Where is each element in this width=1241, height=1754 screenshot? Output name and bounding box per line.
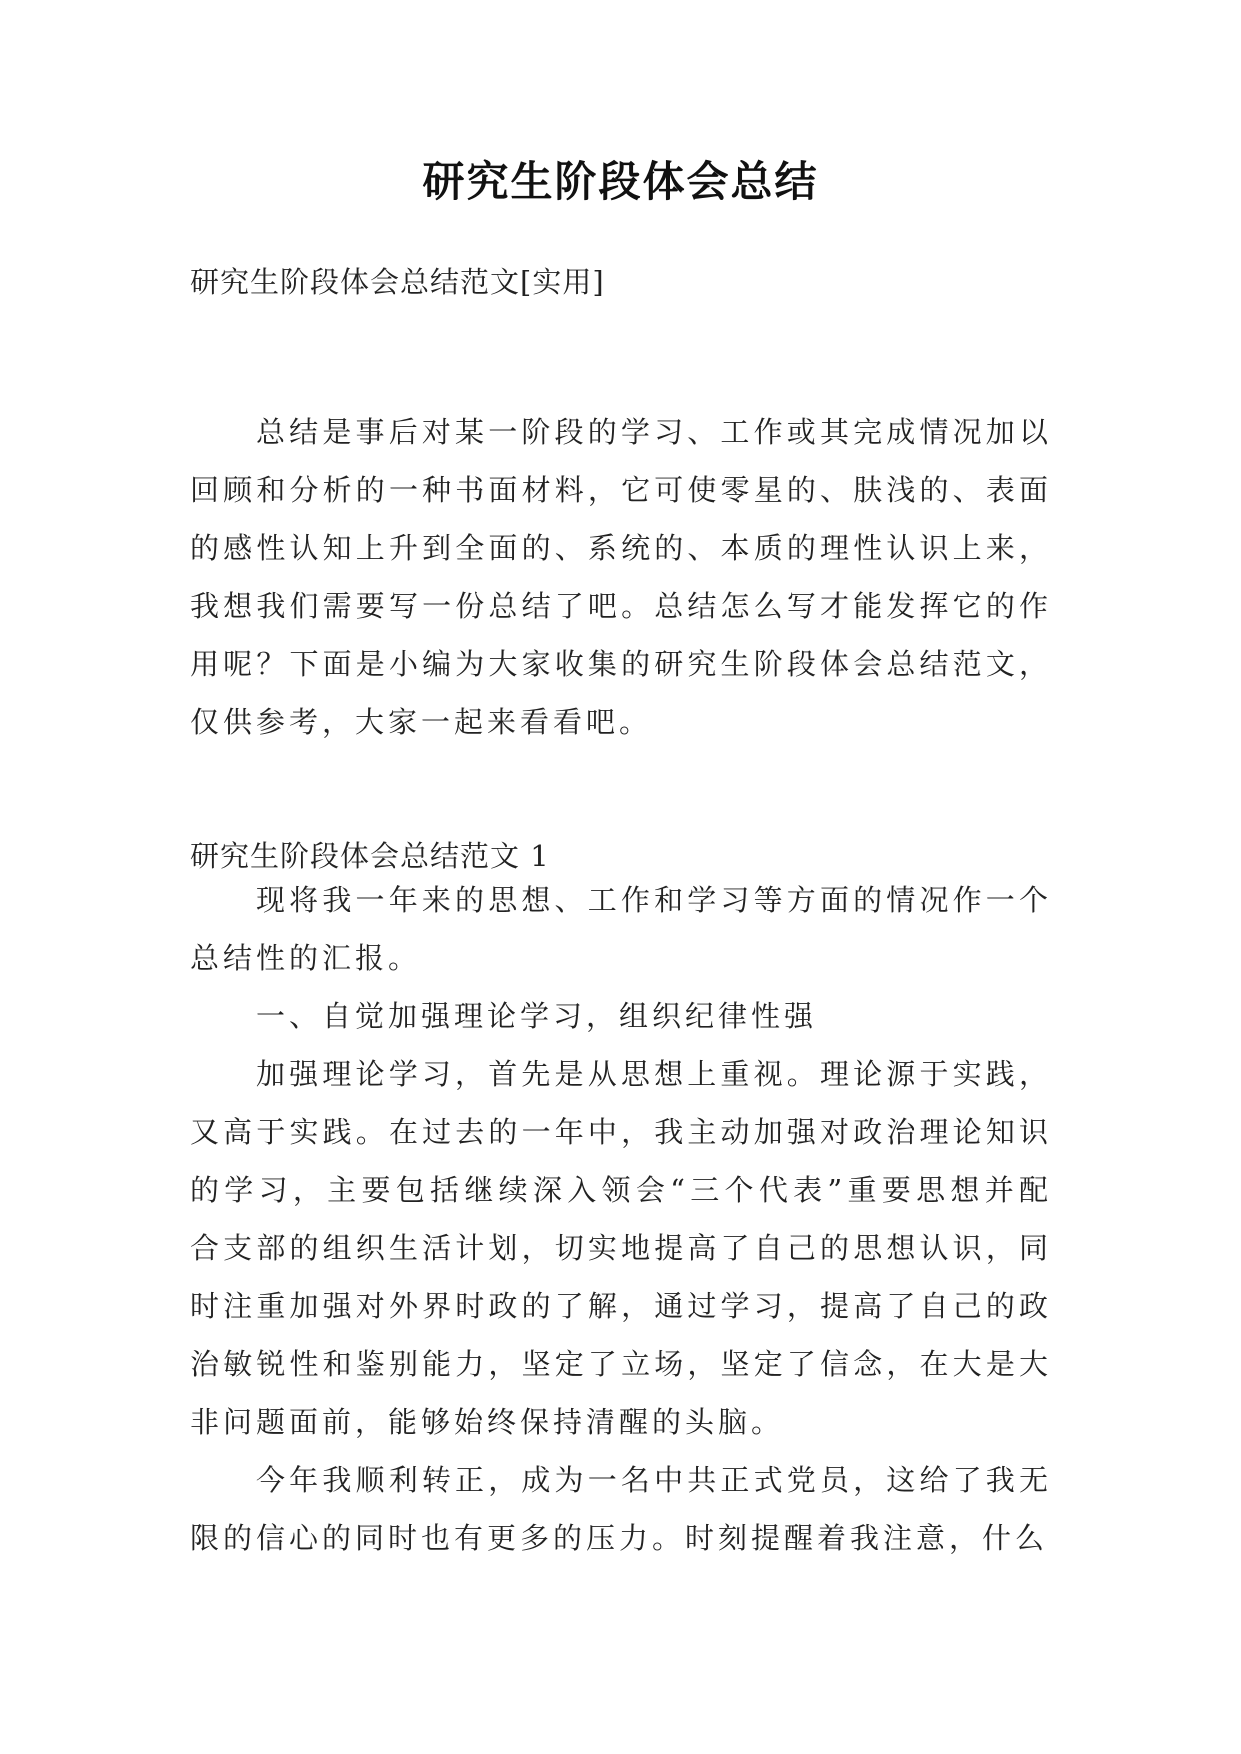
intro-paragraph: 总结是事后对某一阶段的学习、工作或其完成情况加以回顾和分析的一种书面材料，它可使零星的、肤浅的、表面的感性认知上升到全面的、系统的、本质的理性认识上来，我想我们需要写一份总结了吧。总结怎么写才能发挥它的作用呢？下面是小编为大家收集的研究生阶段体会总结范文，仅供参考，大家一起来看看吧。 xyxy=(190,415,1052,739)
sample-body xyxy=(190,871,1052,1567)
body-paragraph: 加强理论学习，首先是从思想上重视。理论源于实践，又高于实践。在过去的一年中，我主动加强对政治理论知识的学习，主要包括继续深入领会“三个代表”重要思想并配合支部的组织生活计划，切实地提高了自己的思想认识，同时注重加强对外界时政的了解，通过学习，提高了自己的政治敏锐性和鉴别能力，坚定了立场，坚定了信念，在大是大非问题面前，能够始终保持清醒的头脑。 xyxy=(190,1057,1052,1439)
section-heading: 一、自觉加强理论学习，组织纪律性强 xyxy=(256,999,818,1033)
sample-heading: 研究生阶段体会总结范文 1 xyxy=(190,839,550,873)
document-title: 研究生阶段体会总结 xyxy=(422,157,819,206)
intro-block xyxy=(190,403,1052,751)
document-subtitle: 研究生阶段体会总结范文[实用] xyxy=(190,265,605,299)
body-paragraph: 今年我顺利转正，成为一名中共正式党员，这给了我无限的信心的同时也有更多的压力。时刻提醒着我注意，什么 xyxy=(190,1463,1052,1555)
body-paragraph: 现将我一年来的思想、工作和学习等方面的情况作一个总结性的汇报。 xyxy=(190,883,1052,975)
